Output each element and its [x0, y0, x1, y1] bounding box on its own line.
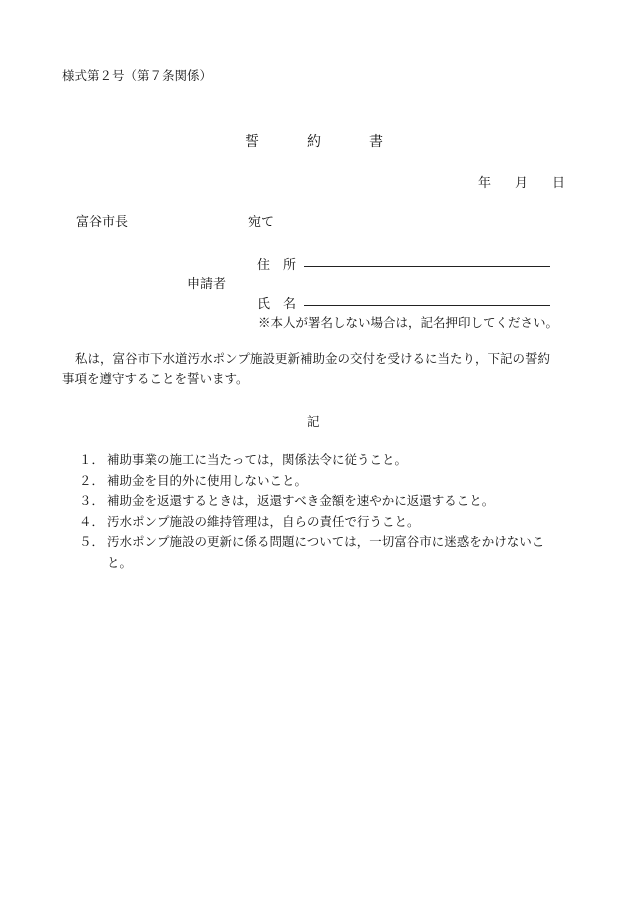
date-year-label: 年 — [478, 176, 492, 191]
ki-heading: 記 — [307, 414, 320, 429]
signature-note: ※本人が署名しない場合は，記名押印してください。 — [258, 315, 559, 330]
item-text: 補助金を目的外に使用しないこと。 — [107, 472, 308, 488]
item-number: ５． — [79, 534, 105, 549]
date-day-label: 日 — [552, 176, 566, 191]
item-number: １． — [79, 452, 105, 467]
document-title-char-2: 約 — [307, 134, 321, 150]
address-label-char-1: 住 — [257, 258, 271, 273]
list-item — [79, 491, 569, 512]
name-label — [257, 293, 309, 312]
list-item — [79, 471, 569, 492]
item-text: 汚水ポンプ施設の更新に係る問題については，一切富谷市に迷惑をかけないこと。 — [107, 534, 545, 570]
address-label — [257, 254, 309, 273]
pledge-items-list — [79, 450, 569, 573]
item-text: 補助金を返還するときは，返還すべき金額を速やかに返還すること。 — [107, 493, 495, 508]
item-number: ４． — [79, 513, 105, 529]
addressee-name: 富谷市長 — [76, 215, 129, 230]
name-label-char-2: 名 — [283, 297, 297, 312]
item-text: 補助事業の施工に当たっては，関係法令に従うこと。 — [107, 452, 408, 467]
address-label-char-2: 所 — [283, 258, 297, 273]
list-item — [79, 532, 569, 573]
address-field-line[interactable] — [304, 266, 550, 267]
item-number: ２． — [79, 472, 105, 488]
document-title-char-3: 書 — [369, 134, 383, 150]
applicant-label: 申請者 — [187, 277, 227, 292]
list-item — [79, 450, 569, 471]
name-field-line[interactable] — [304, 305, 550, 306]
document-title-char-1: 誓 — [245, 134, 259, 150]
name-label-char-1: 氏 — [257, 297, 271, 312]
form-number: 様式第２号（第７条関係） — [62, 68, 213, 83]
item-number: ３． — [79, 493, 105, 508]
list-item — [79, 512, 569, 533]
date-month-label: 月 — [515, 176, 529, 191]
addressee-honorific: 宛て — [248, 215, 275, 230]
pledge-statement: 私は，富谷市下水道汚水ポンプ施設更新補助金の交付を受けるに当たり，下記の誓約事項を遵守することを誓います。 — [62, 351, 551, 386]
item-text: 汚水ポンプ施設の維持管理は，自らの責任で行うこと。 — [107, 513, 420, 529]
